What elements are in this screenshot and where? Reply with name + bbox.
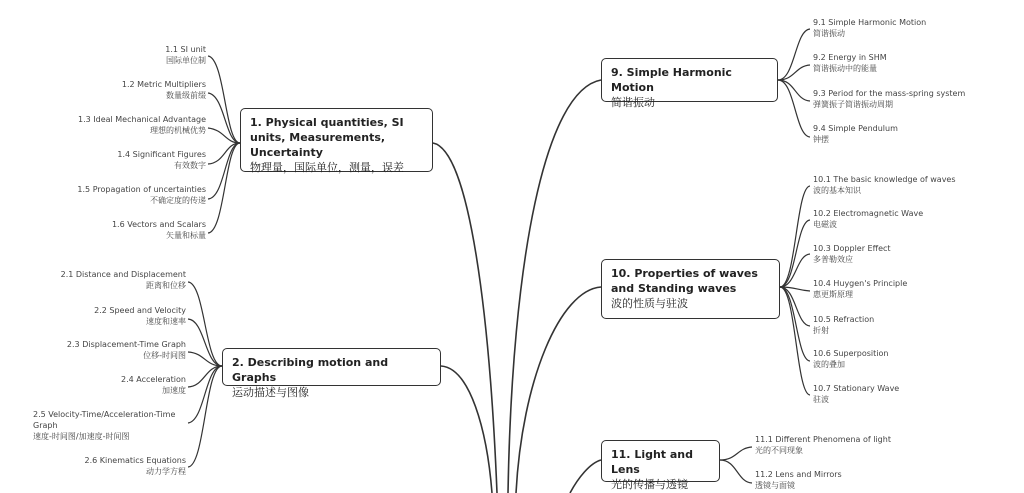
topic-subtitle: 光的传播与透镜 <box>611 478 688 491</box>
subtopic-zh: 折射 <box>813 326 829 335</box>
subtopic-en: 9.1 Simple Harmonic Motion <box>813 18 927 27</box>
subtopic-zh: 速度和速率 <box>146 317 186 326</box>
subtopic-10-3[interactable] <box>813 243 891 265</box>
subtopic-10-7[interactable] <box>813 383 899 405</box>
subtopic-2-4[interactable] <box>121 374 186 396</box>
subtopic-zh: 矢量和标量 <box>166 231 206 240</box>
subtopic-en: 2.2 Speed and Velocity <box>94 306 186 315</box>
topic-title: 2. Describing motion and Graphs <box>232 356 389 384</box>
subtopic-zh: 简谐振动 <box>813 29 845 38</box>
subtopic-en: 2.3 Displacement-Time Graph <box>66 340 186 349</box>
subtopic-zh: 钟摆 <box>813 135 829 144</box>
subtopic-10-2[interactable] <box>813 208 923 230</box>
subtopic-2-6[interactable] <box>85 455 187 477</box>
subtopic-en: 9.3 Period for the mass-spring system <box>813 89 966 98</box>
subtopic-11-1[interactable] <box>755 434 891 456</box>
subtopic-en: 10.4 Huygen's Principle <box>813 279 908 288</box>
connector-1-6 <box>208 143 240 233</box>
subtopic-zh: 速度-时间图/加速度-时间图 <box>33 432 130 441</box>
subtopic-en: 2.1 Distance and Displacement <box>60 270 186 279</box>
topic-node-9[interactable] <box>601 58 778 109</box>
subtopic-zh: 简谐振动中的能量 <box>813 64 877 73</box>
subtopic-10-5[interactable] <box>813 314 874 336</box>
subtopic-en: 10.1 The basic knowledge of waves <box>813 175 956 184</box>
subtopic-2-3[interactable] <box>67 339 186 361</box>
subtopic-9-3[interactable] <box>813 88 965 110</box>
subtopic-zh: 惠更斯原理 <box>813 290 853 299</box>
subtopic-en: 2.6 Kinematics Equations <box>84 456 186 465</box>
topic-node-11[interactable] <box>601 440 720 491</box>
subtopic-zh: 电磁波 <box>813 220 837 229</box>
subtopic-en: 10.7 Stationary Wave <box>813 384 900 393</box>
subtopic-en: 11.1 Different Phenomena of light <box>755 435 891 444</box>
connector-11-2 <box>720 460 752 483</box>
subtopic-en: 2.5 Velocity-Time/Acceleration-Time Graph <box>33 410 176 430</box>
subtopic-zh: 国际单位制 <box>166 56 206 65</box>
subtopic-1-5[interactable] <box>77 184 206 206</box>
subtopic-1-2[interactable] <box>122 79 206 101</box>
subtopic-zh: 加速度 <box>162 386 186 395</box>
subtopic-en: 1.4 Significant Figures <box>117 150 206 159</box>
subtopic-zh: 波的基本知识 <box>813 186 861 195</box>
subtopic-zh: 位移-时间图 <box>143 351 186 360</box>
connector-1-1 <box>208 56 240 143</box>
connector-topic-2 <box>441 366 492 493</box>
subtopic-1-1[interactable] <box>165 44 206 66</box>
subtopic-zh: 有效数字 <box>174 161 206 170</box>
connector-11-1 <box>720 447 752 460</box>
subtopic-2-2[interactable] <box>94 305 186 327</box>
connector-topic-10 <box>516 287 601 493</box>
subtopic-zh: 波的叠加 <box>813 360 845 369</box>
subtopic-zh: 光的不同现象 <box>755 446 803 455</box>
subtopic-zh: 动力学方程 <box>146 467 186 476</box>
subtopic-zh: 数量级前缀 <box>166 91 206 100</box>
subtopic-10-1[interactable] <box>813 174 956 196</box>
subtopic-2-1[interactable] <box>61 269 186 291</box>
connector-topic-11 <box>570 460 601 493</box>
subtopic-en: 10.2 Electromagnetic Wave <box>813 209 924 218</box>
connector-2-1 <box>188 282 222 366</box>
subtopic-zh: 距离和位移 <box>146 281 186 290</box>
subtopic-en: 9.4 Simple Pendulum <box>813 124 898 133</box>
topic-subtitle: 运动描述与图像 <box>232 386 309 399</box>
subtopic-9-4[interactable] <box>813 123 898 145</box>
subtopic-11-2[interactable] <box>755 469 842 491</box>
subtopic-en: 1.5 Propagation of uncertainties <box>77 185 206 194</box>
topic-title: 9. Simple Harmonic Motion <box>611 66 732 94</box>
topic-subtitle: 简谐振动 <box>611 96 655 109</box>
subtopic-zh: 弹簧振子简谐振动周期 <box>813 100 893 109</box>
subtopic-en: 10.3 Doppler Effect <box>813 244 891 253</box>
subtopic-10-4[interactable] <box>813 278 907 300</box>
subtopic-en: 1.2 Metric Multipliers <box>121 80 206 89</box>
topic-subtitle: 波的性质与驻波 <box>611 297 688 310</box>
subtopic-1-3[interactable] <box>78 114 206 136</box>
connector-2-6 <box>188 366 222 467</box>
subtopic-en: 2.4 Acceleration <box>121 375 186 384</box>
subtopic-en: 11.2 Lens and Mirrors <box>755 470 842 479</box>
subtopic-en: 10.6 Superposition <box>813 349 889 358</box>
subtopic-en: 1.3 Ideal Mechanical Advantage <box>77 115 206 124</box>
topic-title: 10. Properties of waves and Standing waves <box>611 267 758 295</box>
subtopic-zh: 透镜与面镜 <box>755 481 795 490</box>
subtopic-zh: 理想的机械优势 <box>150 126 206 135</box>
topic-subtitle: 物理量，国际单位，测量，误差 <box>250 161 404 174</box>
subtopic-1-4[interactable] <box>117 149 206 171</box>
subtopic-9-1[interactable] <box>813 17 926 39</box>
topic-node-10[interactable] <box>601 259 780 319</box>
subtopic-en: 9.2 Energy in SHM <box>813 53 887 62</box>
connector-topic-1 <box>433 143 497 493</box>
connector-10-2 <box>780 220 810 287</box>
connector-9-3 <box>778 80 810 101</box>
subtopic-en: 1.6 Vectors and Scalars <box>111 220 206 229</box>
subtopic-2-5[interactable] <box>33 409 188 442</box>
topic-node-2[interactable] <box>222 348 441 399</box>
subtopic-zh: 多普勒效应 <box>813 255 853 264</box>
subtopic-9-2[interactable] <box>813 52 887 74</box>
subtopic-en: 1.1 SI unit <box>165 45 206 54</box>
topic-title: 11. Light and Lens <box>611 448 694 476</box>
topic-title: 1. Physical quantities, SI units, Measurements, Uncertainty <box>250 116 404 159</box>
subtopic-zh: 驻波 <box>813 395 829 404</box>
topic-node-1[interactable] <box>240 108 433 172</box>
connector-9-1 <box>778 29 810 80</box>
subtopic-10-6[interactable] <box>813 348 888 370</box>
subtopic-1-6[interactable] <box>112 219 206 241</box>
subtopic-en: 10.5 Refraction <box>813 315 875 324</box>
subtopic-zh: 不确定度的传递 <box>150 196 206 205</box>
